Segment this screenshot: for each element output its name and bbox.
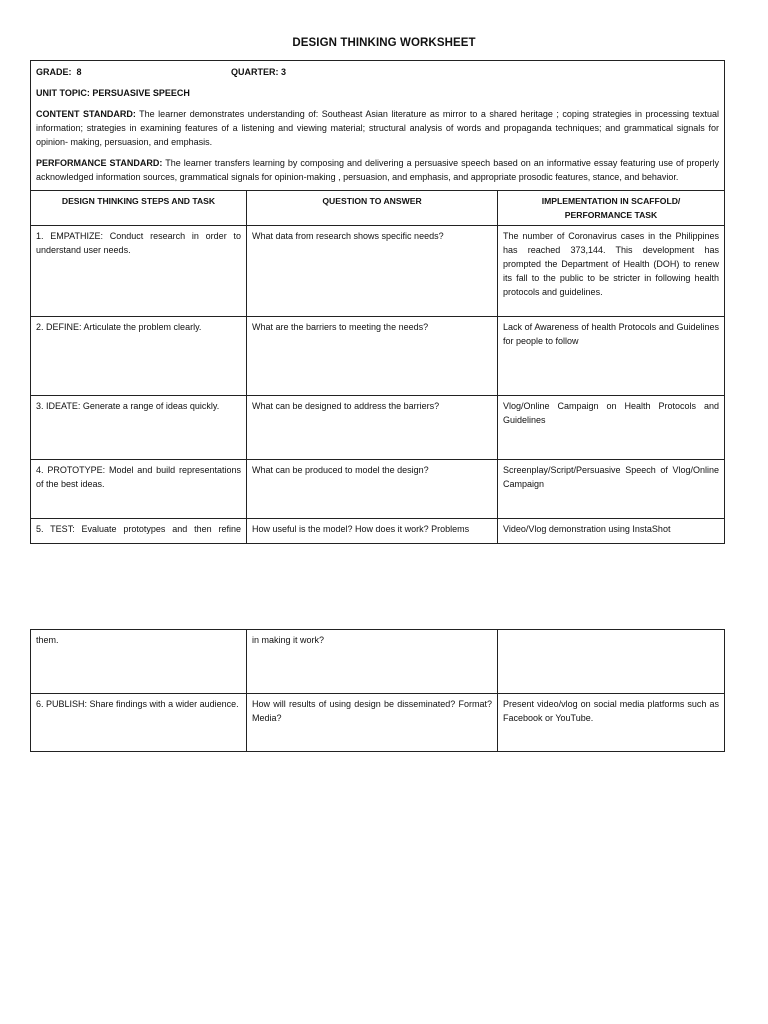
column-header-implementation-line2: PERFORMANCE TASK (564, 210, 658, 220)
column-header-question: QUESTION TO ANSWER (247, 191, 498, 226)
row-question-define: What are the barriers to meeting the needs? (247, 317, 498, 396)
row-impl-test-continued (498, 630, 725, 694)
table-row (31, 519, 725, 544)
performance-standard-line (36, 156, 719, 184)
row-question-empathize: What data from research shows specific needs? (247, 226, 498, 317)
row-impl-prototype: Screenplay/Script/Persuasive Speech of Vlog/Online Campaign (498, 460, 725, 519)
grade-field (36, 65, 231, 79)
row-question-ideate: What can be designed to address the barriers? (247, 396, 498, 460)
quarter-value: 3 (281, 67, 287, 77)
column-header-steps: DESIGN THINKING STEPS AND TASK (31, 191, 247, 226)
row-impl-test: Video/Vlog demonstration using InstaShot (498, 519, 725, 544)
table-row (31, 630, 725, 694)
content-standard-text: The learner demonstrates understanding of: Southeast Asian literature as mirror to a shared heritage ; coping strategies in processing textual information; strategies in examining features of a listening and viewing material; structural analysis of words and propaganda techniques; and grammatical signals for opinion- making, persuasion, and emphasis. (36, 109, 720, 147)
worksheet-title: DESIGN THINKING WORKSHEET (292, 37, 476, 49)
unit-topic-label: UNIT TOPIC: (36, 88, 90, 98)
grade-label: GRADE: (36, 67, 72, 77)
table-row (31, 396, 725, 460)
content-standard-label: CONTENT STANDARD: (36, 109, 136, 119)
row-step-empathize: 1. EMPATHIZE: Conduct research in order to understand user needs. (31, 226, 247, 317)
content-standard-line (36, 107, 719, 149)
header-cell (31, 61, 725, 191)
table-row (31, 317, 725, 396)
row-question-publish: How will results of using design be disseminated? Format? Media? (247, 694, 498, 752)
row-step-publish: 6. PUBLISH: Share findings with a wider audience. (31, 694, 247, 752)
row-impl-empathize: The number of Coronavirus cases in the Philippines has reached 373,144. This development has prompted the Department of Health (DOH) to renew its fall to the public to be stricter in following health protocols and guidelines. (498, 226, 725, 317)
header-row (31, 61, 725, 191)
row-impl-ideate: Vlog/Online Campaign on Health Protocols and Guidelines (498, 396, 725, 460)
row-question-prototype: What can be produced to model the design? (247, 460, 498, 519)
performance-standard-text: The learner transfers learning by composing and delivering a persuasive speech based on an informative essay featuring use of properly acknowledged information sources, grammatical signals for opinion-making , persuasion, and emphasis, and appropriate prosodic features, stance, and behavior. (36, 158, 720, 182)
worksheet-table (30, 60, 725, 544)
column-header-implementation (498, 191, 725, 226)
table-row (31, 226, 725, 317)
table-row (31, 694, 725, 752)
column-header-implementation-line1: IMPLEMENTATION IN SCAFFOLD/ (541, 196, 681, 206)
row-question-test: How useful is the model? How does it work? Problems (247, 519, 498, 544)
row-step-test-continued: them. (31, 630, 247, 694)
unit-topic-line (36, 86, 719, 100)
table-row (31, 460, 725, 519)
column-header-row (31, 191, 725, 226)
quarter-field (231, 65, 286, 79)
row-question-test-continued: in making it work? (247, 630, 498, 694)
performance-standard-label: PERFORMANCE STANDARD: (36, 158, 163, 168)
row-impl-define: Lack of Awareness of health Protocols and Guidelines for people to follow (498, 317, 725, 396)
worksheet-table-continued (30, 629, 725, 752)
row-step-prototype: 4. PROTOTYPE: Model and build representations of the best ideas. (31, 460, 247, 519)
row-impl-publish: Present video/vlog on social media platforms such as Facebook or YouTube. (498, 694, 725, 752)
row-step-define: 2. DEFINE: Articulate the problem clearly. (31, 317, 247, 396)
row-step-ideate: 3. IDEATE: Generate a range of ideas quickly. (31, 396, 247, 460)
grade-quarter-line (36, 65, 719, 79)
quarter-label: QUARTER: (231, 67, 279, 77)
row-step-test: 5. TEST: Evaluate prototypes and then refine (31, 519, 247, 544)
grade-value: 8 (76, 67, 82, 77)
unit-topic-value: PERSUASIVE SPEECH (92, 88, 190, 98)
